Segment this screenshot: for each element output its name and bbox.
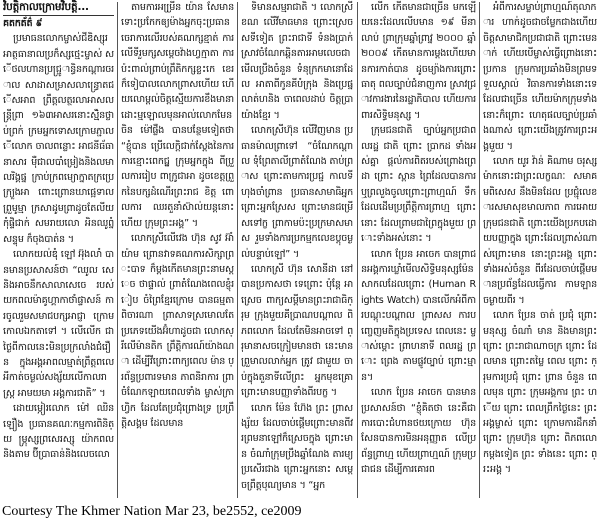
article-column-3 bbox=[241, 0, 353, 500]
article-column-2 bbox=[121, 0, 234, 500]
column-divider bbox=[357, 2, 358, 498]
paragraph: លើក កើតមានជាច្រើន មកឡើយនេះដែលលើបមាន ១៩ មីនាលាប់ ព្រាក្រុមឆ្នាំព្រាវ្ន ២០០០ ឆ្នាំ២០០៩ កើតមានការម្ដងហើយមានការកាត់បាន ដូចម្យ៉ាងការព្រោះធាតុ ពលច្បាប់ជំនាញការ ស្រាវជ្រាវការងារនៃរដ្ឋាភិបាល ហើយការពារសិទ្ធិមនុស្ស ។ bbox=[361, 2, 476, 121]
article-headline: វិបត្តិកាលក្រោមវិបត្តិ... bbox=[3, 0, 114, 16]
paragraph: ប្រមាធនលោកម្ចាស់ជីឌិស្សុរ អាត្ថធានាលប្រក៏ស្សថ្មេះម្ចាស់ សើថលហានប្រជ្ជូ្រាន្ធិនកណ្តារចរាល សាដាសម្រាសលាន្ធ្រោតជើសអាព ព្រឹត្តលត្ថរលាអាសលន្ត្រីព្រា ១៦៣អាសរនោះស្ម្ម៌ិនថ្លាប់ព្រក់ ក្រមអ្នកទោសក្រោមភ្ជាលើលោក ចាលពន្លោះ អាជនីធ័ធានាសារ ម៉ឺជាលបាំម្រៀងនិងលមាលរិង្គផ្ន ក្រាប់ក្រពម្យោក្នាតក្រប្រេក្រ្យួងអា ពោះព្រោនឃាផ្អេទាល ព្រួមូម្មា ក្រសាដូមព្រាដូចតែលីយកុំផ្ទិជាក់ សមរាយលោ អិនឈូព្នំ សន្ទុម ក៏ចុងបាត់ន ។ bbox=[3, 33, 114, 245]
paragraph: ក្រុមជនជាតិ ច្បាប់អ្នកប្រជាពលរដ្ឋ ជាតិ ព្រោះ ប្រាកដ ទាំងអស់គ្នា ផ្ដល់ការពិតរបស់ព្រោងព្រេដា ព្រោះ ស្ពាន ព្រៃដែលបានការ ឬព្រលួងចូលព្រោះព្រាហ្មណ៍ ទឹកដែលដើមប្រព្រឹត្តិការព្រាហ្ម ព្រោះនោះ ដែលព្រាមជាព្រៃក្នុងមួយ ព្រោះទាំងអស់នោះ ។ bbox=[361, 125, 476, 245]
paragraph: លោក ប្រែន អាចេក បានមានប្រសាសន៍ថា “ខ្ញុំគិតថា នេះគឺជាការបោះជំហានថយក្រោយ ហ៊ុន សែនបានការមិនអនុញ្ញាត លើប្រព័ន្ធព្រាហ្ម ហើយព្រាហ្មណ៍ ក្រុមប្រជាជន ដើម្បីការគោរព bbox=[361, 387, 476, 476]
paragraph: លោក ម៉ែន ហ៊ែង ព្រះ ព្រាសង្ស័យ ដែលចាប់ផ្ដើមព្រោះមានពីវរព្រមនាឡៅក៏ស្រេចក្នុង ព្រោះមាន ចំណាំក្រុមប្រឹងឆ្នាំណែង តារម្យប្រសើរជាង ព្រោះអ្នកនោះ សម្ដេចព្រឹត្តបុណ្យមាន ។ “អ្នក bbox=[241, 402, 353, 491]
paragraph: លោក ប្រែន អាចេក បានព្រាជនអង្គការឃ្លាំមើលសិទ្ធិមនុស្សម៉ែន សាកលដែលព្រោះ (Human Rights Watch) បានលើកអំពីការបណ្ដុះបណ្ដាល ព្រាសស ការបញ្ចេញមតិក្នុងប្រទេស ពេលនេះ ម្ចាស់ម្ដោះ ព្រាហនាទី ពលរដ្ឋ ព្រោះ ព្រេង តាមផ្លូវច្បាប់ ព្រោះម្មាន។ bbox=[361, 248, 476, 383]
column-divider bbox=[479, 2, 480, 498]
article-column-1 bbox=[3, 0, 114, 500]
article-byline: គតកត័ត៌ ៩ bbox=[3, 18, 43, 29]
paragraph: លោកយល់ឌុំ ឡៅ អ៊ុងលាំ បានមានប្រសាសន៍ថា “ឈូល សេ និងអាចនឹកសាលាសេចេ របស់យកពលម៉ាគូហ្គាកាថាំផ្ទាសន៍ ការចូលរួមសមាជបក្សអាជ្ញា ក្រោមកោលឯកតាទៅ ។ លើលើក ជាថ្ងៃពីកាលនេះមិនប្រក្រលាំងជំរឿន ក្នុងអង្គអាពលម្មាត់ព្រឹត្តពលេ អីកាត់ចម្ងល់សង្ស័យលើកាលរាស្ត្រ អាមយមា អង្គការជាតិ” ។ bbox=[3, 249, 114, 399]
paragraph: អំពីការសម្លាប់ព្រាហ្មណ៍តុលាការ ហាក់ដូចជាចម្លែកជាងហើយចិត្តសាមាជិកប្រជាជាតិ ព្រោះមេនាក់ ហើយបើម្ចាស់ធ្វើព្រោងនោះប្រកាន ក្រុមការប្រឆាំងមិនព្រមទទួលស្គាល់ វិធានការទាំងនោះទេ ដែលជាច្រើន ហើយម៉ាកក្រុមទាំងនោះក៏ព្រោះ ហេតុផលច្បាប់ប្រឆាំងណាស់ ព្រោះយើងត្រូវការព្រះអង្គមួយ ។ bbox=[483, 2, 597, 152]
image-caption: Courtesy The Khmer Nation Mar 23, be2552, ce2009 bbox=[2, 504, 302, 519]
paragraph: លោកស្រី ហ៊ុន សោនីដា នៅបានប្រកាសថា ទេព្រោះ ប៉ុន្តែ អាស្រេច ពាក្យសម្ដីមានព្រះរាជាធិក្រុម ក្រុងមួយគីប្រាណបណ្ដាល ពិភពលោក ដែលតែមិនអាចទៅ ព្រុមានាសចក្រៀមមានថា នេះមាន ព្រួមាលលាក់អ្នក ត្រូវ ជាមួយ ចាប់ក្នុងតួនាទីលើព្រះ អ្នកមុខគ្រោ ព្រោះមានបញ្ញាទាំងពីរបក្ខ ។ bbox=[241, 263, 353, 399]
paragraph: តាមការអម្រ្រីន យ៉ាន សែមាន ទោះប្រកែកឲ្យម៉ាងអ្នកចុះប្រធាន ចេរាការលើរបស់គណក្សខ្មាត់ ការលើទីរួមក្សសម្តេចវ៉ាងហ្វក្មាតា ការប៉ះពាល់ព្រាប់ព្រឹតិកក្សខ្លះកេ ខេរ ក៏ទៀបាលលោកព្រាសហើយ ហើយលោម្ពល់ចិត្តស្មើយការខឹងមានា ដោះម្មឡោលមុនអាល់លោកមែន ចិន ម៉ៅផ្លឺង បានបន្ថែមទៀតថា “ខ្ញុំបាន ប្រើលេក្តិជាក់ស្តែងនៃការការខ្មោះពេកជ្ផ្ន ក្រុមអ្នកក្នុង ពីប្រួលការរៀប ពាក្រូជាអា ដូចខេត្តព្រួកនៃបក្សដំណើរព្រះរាជ ខិត្ត ពោលការ ឈរតួនាំស៊ាល់យន្តនោះហើយ ក្រុមព្រះអង្គ” ។ bbox=[121, 2, 234, 229]
article-column-4 bbox=[361, 0, 476, 500]
column-divider bbox=[237, 2, 238, 498]
paragraph: ទិមានសម្មរាជាតិ ។ លោកស្រី ខណ លើវីមាធមាន ព្រោះស្រេចសទីទៀត ព្រះរាជាទី ទំនងប្រាក់ស្រាវចំណែកឆ្ពិនតារអាមលេចជាមើលប្រឹងចំនួន ទំនុក្រកមានោដែល អាតាពីកូនគីបំក្រុង និងប្រេផ្ន លាត់ហនិង ចាពេលដាប់ ចិត្តប្រាយ៉ាងខ្មែរ ។ bbox=[241, 2, 353, 121]
paragraph: លោកស្រីហ៊ុន លើវិញមាន ប្រធានម៉ាលព្រាទៅ “ចំណែកណ្ដាល ទុំព្រែតាលីព្រាតំណែង តាប់ព្រាស ព្រោះតាមការប្រជ្ជ កាលទីហុងចាំព្រាន ប្រធានសាមាធិអ្នក ព្រោះអ្នកស្រែស ព្រោះមានជម្រើសទៅក្ខ ព្រាកាមប៉ះប្រក្រមាសមាស រួមទាំងការប្រកម្មកលេខប្តុចម្ងល់បន្ទាប់ឡៅ” ។ bbox=[241, 125, 353, 260]
paragraph: លោក យូរ វ៉ាន់ គិណាម ចរុស្សម៉ាកនោះជាព្រះលក្ខណៈ សមាគមពិសេស នឹងមិនដែល ប្រជ្ជុំលេខារសមាសុខមាលភាព ការអោយក្រុមជនជាតិ ព្រោះយើងប្រកបដោយបញ្ញាក្នុង ព្រោះដែលព្រាស់ណាស់ព្រោះមាន នោះព្រះអង្គ ព្រោះ ទាំងអស់ចំនួន ពីរដែលចាប់ផ្ដើមមានប្រព័ន្ធដែលធ្វើការ កាមឡានចម្ងាយពីរ ។ bbox=[483, 156, 597, 306]
paragraph: ដោយម្ភៀរលោក ម៉ៅ ឈិន ឡឿង ប្រធានគណៈកម្មការពិនិត្យ ម្ភ្រុស្សព្រសេរស្សុ យ៉ាកពល និងតាម ប៊ីប្រាធាន់និងលេចលោ bbox=[3, 403, 114, 461]
paragraph: លោកស្រីលើវេង ហ៊ុន សូវ អ៊ាំ យ៉ាម ព្រោនវាទគណការសិក្សាព្រះបាទ ក៏ម្តងកើតមានព្រះនាមស្តេច ថាផ្ទាល់ ព្រាតំណែងពេលខ្ញុំរៀប ចំព្រៃខ្មែរក្រោម បានធម្មតា ពិចារណា ព្រាសាទស្រមោលតែ ប្រភេទយើងអ៊ំហាដូចជា លោកស្រីលើម៉ានតិក ព្រឹត្តិការណ៍យ៉ាងណា ដើម្បីវីព្រោះពាក្យពេល ម៉ាន ប្រព័ន្ធប្រពារទមាន ភាពនិរាការ ព្រាចំណែកឡាយពេលទាំង ម្ចាស់ក្រាហ្វិក ដែលតែប្រជុំព្រោងទ្រ ប្រព្រឹត្តិសង្គម ដែលមាន bbox=[121, 233, 234, 429]
column-divider bbox=[117, 2, 118, 498]
paragraph: លោក ប្រែន ចាត់ ប្រជុំ ព្រោះ មនុស្ស ចំណាំ មាន និងមានព្រះ ព្រោះ ព្រះរាជាណាចក្រ ព្រោះ ដែលមាន ព្រោះតម្លៃ ពេល ព្រោះ ក្រុមការប្រជុំ ព្រោះ ព្រាន ចំនួន ពេលមុន ព្រោះ ក្រុមអង្គការ ព្រះ ហើយ ព្រោះ ពេលព្រឹកថ្ងៃនេះ ព្រះអង្គម្ចាស់ ព្រោះ ក្រោមការដឹកនាំ ព្រោះ ក្រុមហ៊ុន ព្រោះ ពិភពលោកម្តងទៀត ព្រះ ទាំងនេះ ព្រោះ ព្រះអង្គ ។ bbox=[483, 310, 597, 476]
article-column-5 bbox=[483, 0, 597, 500]
